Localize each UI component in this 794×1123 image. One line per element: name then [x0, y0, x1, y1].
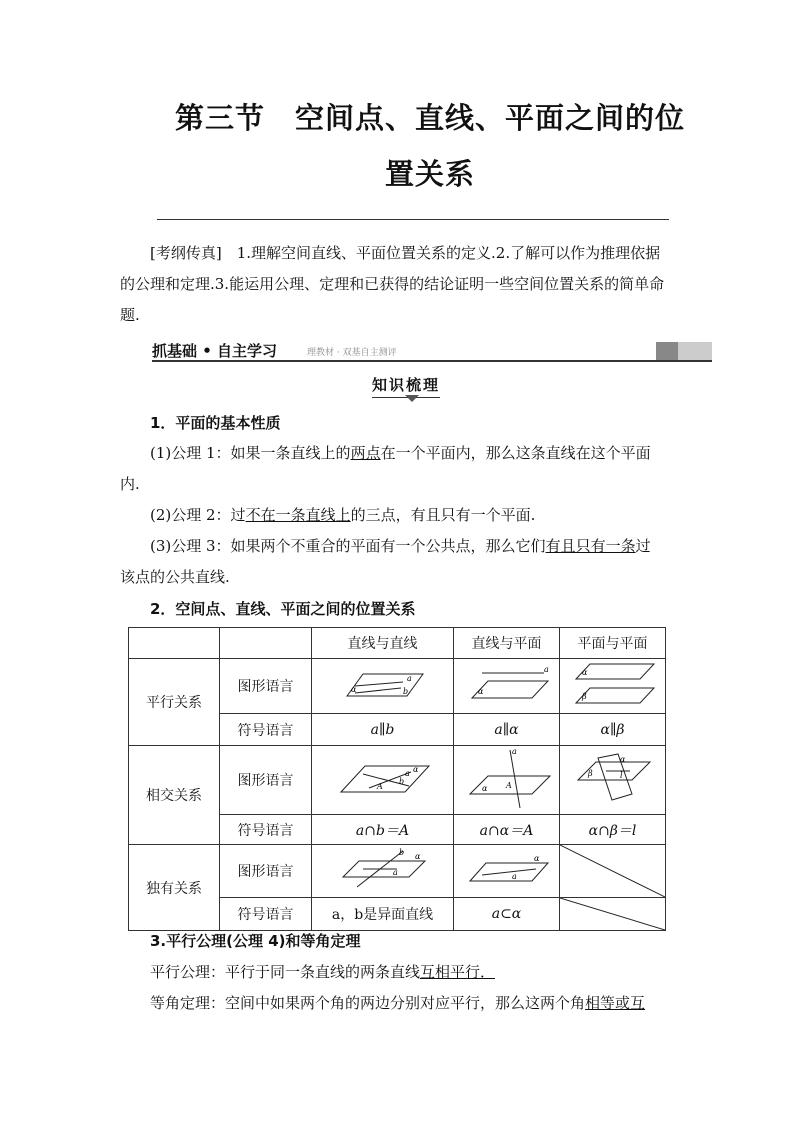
header-line-line: 直线与直线 — [312, 628, 454, 659]
svg-text:l: l — [619, 771, 623, 780]
fig-lang-label: 图形语言 — [220, 746, 312, 815]
svg-text:α: α — [350, 685, 356, 694]
empty-cell-diagonal — [560, 845, 666, 898]
svg-text:a: a — [406, 674, 412, 683]
syllabus-text: 1.理解空间直线、平面位置关系的定义.2.了解可以作为推理依据的公理和定理.3.能运用公理、定理和已获得的结论证明一些空间位置关系的简单命题. — [120, 244, 665, 324]
svg-text:α: α — [412, 765, 418, 774]
fig-line-in-plane — [454, 845, 560, 898]
band-label: 抓基础 • 自主学习 — [152, 342, 278, 360]
svg-text:α: α — [477, 687, 483, 696]
axiom1-cont: 内. — [120, 475, 140, 493]
s2-heading: 2．空间点、直线、平面之间的位置关系 — [150, 600, 416, 618]
fig-lang-label: 图形语言 — [220, 845, 312, 898]
syllabus-paragraph — [120, 238, 675, 331]
header-line-plane: 直线与平面 — [454, 628, 560, 659]
equal-angle-line: 等角定理：空间中如果两个角的两边分别对应平行，那么这两个角相等或互 — [150, 994, 646, 1012]
axiom2-line: (2)公理 2：过不在一条直线上的三点，有且只有一个平面. — [150, 506, 536, 524]
fig-parallel-planes — [560, 659, 666, 714]
section-band — [152, 340, 712, 362]
empty-cell-diagonal-2 — [560, 898, 666, 931]
fig-lang-label: 图形语言 — [220, 659, 312, 714]
triangle-marker-icon — [405, 395, 419, 402]
parallel-axiom-line: 平行公理：平行于同一条直线的两条直线互相平行． — [150, 963, 496, 981]
svg-text:α: α — [481, 784, 487, 793]
s1-heading: 1．平面的基本性质 — [150, 414, 281, 432]
parallel-axiom-underline: 互相平行． — [420, 963, 496, 981]
sym-intersect-planes: α∩β＝l — [560, 815, 666, 845]
svg-text:a: a — [392, 868, 398, 877]
svg-text:β: β — [581, 692, 587, 701]
svg-text:b: b — [398, 848, 404, 857]
relations-table — [128, 627, 666, 931]
svg-text:a: a — [404, 769, 410, 778]
row-skew-label: 独有关系 — [129, 845, 220, 931]
svg-text:A: A — [376, 782, 383, 791]
sym-intersect-lines: a∩b＝A — [312, 815, 454, 845]
sym-lang-label: 符号语言 — [220, 714, 312, 746]
sym-parallel-lines: a∥b — [312, 714, 454, 746]
band-rule — [152, 360, 712, 362]
row-parallel-label: 平行关系 — [129, 659, 220, 746]
svg-text:a: a — [511, 747, 517, 756]
header-plane-plane: 平面与平面 — [560, 628, 666, 659]
fig-parallel-line-plane — [454, 659, 560, 714]
syllabus-tag: [考纲传真] — [150, 244, 222, 262]
sym-line-in-plane: a⊂α — [454, 898, 560, 931]
sym-lang-label: 符号语言 — [220, 815, 312, 845]
axiom2-underline: 不在一条直线上 — [245, 506, 351, 524]
title-divider — [157, 219, 669, 220]
axiom1-underline: 两点 — [350, 444, 381, 462]
equal-angle-underline: 相等或互 — [585, 994, 646, 1012]
svg-text:α: α — [581, 668, 587, 677]
svg-text:A: A — [505, 781, 512, 790]
fig-intersect-planes — [560, 746, 666, 815]
axiom3-underline: 有且只有一条 — [545, 537, 636, 555]
fig-skew-lines — [312, 845, 454, 898]
band-block-dark — [656, 342, 678, 360]
svg-text:a: a — [543, 665, 549, 674]
sym-parallel-planes: α∥β — [560, 714, 666, 746]
fig-intersect-line-plane — [454, 746, 560, 815]
band-subtitle: 理教材 · 双基自主测评 — [307, 348, 397, 358]
sym-parallel-line-plane: a∥α — [454, 714, 560, 746]
sym-intersect-line-plane: a∩α＝A — [454, 815, 560, 845]
axiom1-line: (1)公理 1：如果一条直线上的两点在一个平面内，那么这条直线在这个平面 — [150, 444, 651, 462]
section-heading: 知识梳理 — [372, 374, 440, 398]
svg-text:b: b — [398, 777, 404, 786]
page-title-line2: 置关系 — [384, 157, 475, 191]
band-block-light — [678, 342, 712, 360]
svg-text:α: α — [414, 852, 420, 861]
svg-text:α: α — [533, 854, 539, 863]
axiom3-line: (3)公理 3：如果两个不重合的平面有一个公共点，那么它们有且只有一条过 — [150, 537, 651, 555]
svg-text:a: a — [511, 872, 517, 881]
sym-lang-label: 符号语言 — [220, 898, 312, 931]
svg-text:b: b — [402, 687, 408, 696]
svg-text:α: α — [619, 755, 625, 764]
fig-intersect-lines — [312, 746, 454, 815]
s3-heading: 3.平行公理(公理 4)和等角定理 — [150, 932, 361, 950]
row-intersect-label: 相交关系 — [129, 746, 220, 845]
page-title-line1: 第三节 空间点、直线、平面之间的位 — [174, 101, 685, 135]
sym-skew-lines: a，b是异面直线 — [312, 898, 454, 931]
svg-text:β: β — [587, 769, 593, 778]
axiom3-cont: 该点的公共直线. — [120, 568, 230, 586]
fig-parallel-lines — [312, 659, 454, 714]
